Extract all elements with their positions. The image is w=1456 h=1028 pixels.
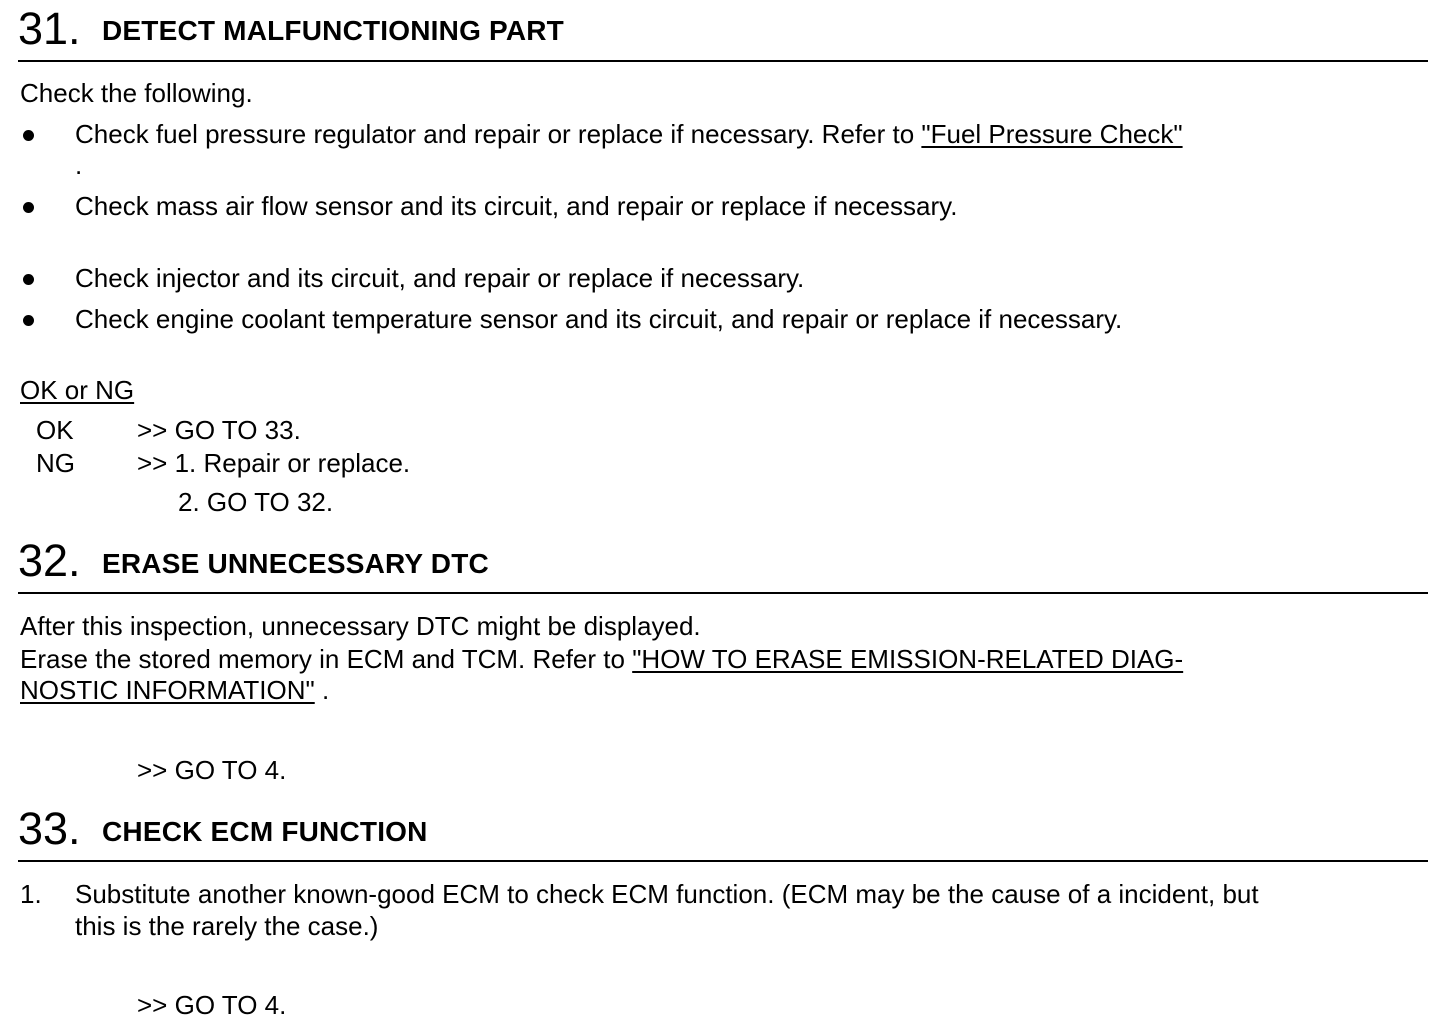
step-31-title: DETECT MALFUNCTIONING PART bbox=[102, 15, 564, 46]
step-33-item-number: 1. bbox=[20, 879, 42, 909]
step-32-line-3 bbox=[20, 677, 329, 703]
ok-label: OK bbox=[36, 415, 74, 445]
step-32-line-1: After this inspection, unnecessary DTC might be displayed. bbox=[20, 611, 701, 641]
step-32-line-2-text: Erase the stored memory in ECM and TCM. Refer to bbox=[20, 644, 633, 674]
fuel-pressure-check-link[interactable]: "Fuel Pressure Check" bbox=[921, 119, 1183, 149]
step-32-line-3-period: . bbox=[321, 675, 330, 705]
step-31-bullet-1 bbox=[75, 121, 1183, 147]
step-32-title: ERASE UNNECESSARY DTC bbox=[102, 548, 489, 579]
bullet-1-text: Check fuel pressure regulator and repair or replace if necessary. Refer to bbox=[75, 119, 922, 149]
step-33-action: >> GO TO 4. bbox=[137, 990, 287, 1020]
ok-action: >> GO TO 33. bbox=[137, 415, 301, 445]
ng-label: NG bbox=[36, 448, 75, 478]
step-31-intro: Check the following. bbox=[20, 78, 253, 108]
step-31-bullet-2: Check mass air flow sensor and its circuit, and repair or replace if necessary. bbox=[75, 191, 958, 221]
step-31-bullet-4: Check engine coolant temperature sensor and its circuit, and repair or replace if necessary. bbox=[75, 304, 1123, 334]
step-32-action: >> GO TO 4. bbox=[137, 755, 287, 785]
step-32-number: 32. bbox=[18, 535, 81, 586]
step-33-item-line-2: this is the rarely the case.) bbox=[75, 911, 379, 941]
step-32-divider bbox=[18, 592, 1428, 594]
erase-dtc-info-link[interactable]: "HOW TO ERASE EMISSION-RELATED DIAG- bbox=[632, 644, 1184, 674]
step-31-divider bbox=[18, 60, 1428, 62]
step-31-number: 31. bbox=[18, 3, 81, 54]
bullet-icon bbox=[23, 130, 34, 141]
step-32-line-2 bbox=[20, 646, 1183, 672]
ok-or-ng-heading: OK or NG bbox=[20, 375, 135, 405]
step-31-bullet-3: Check injector and its circuit, and repair or replace if necessary. bbox=[75, 263, 805, 293]
bullet-1-trailing-period: . bbox=[75, 150, 83, 180]
ng-action-2: 2. GO TO 32. bbox=[178, 487, 334, 517]
bullet-icon bbox=[23, 202, 34, 213]
step-33-item-line-1: Substitute another known-good ECM to check ECM function. (ECM may be the cause of a incident, but bbox=[75, 879, 1259, 909]
bullet-icon bbox=[23, 315, 34, 326]
step-33-divider bbox=[18, 860, 1428, 862]
ng-action-1: >> 1. Repair or replace. bbox=[137, 448, 411, 478]
step-33-title: CHECK ECM FUNCTION bbox=[102, 816, 428, 847]
step-33-number: 33. bbox=[18, 803, 81, 854]
erase-dtc-info-link-cont[interactable]: NOSTIC INFORMATION" bbox=[20, 675, 315, 705]
bullet-icon bbox=[23, 274, 34, 285]
